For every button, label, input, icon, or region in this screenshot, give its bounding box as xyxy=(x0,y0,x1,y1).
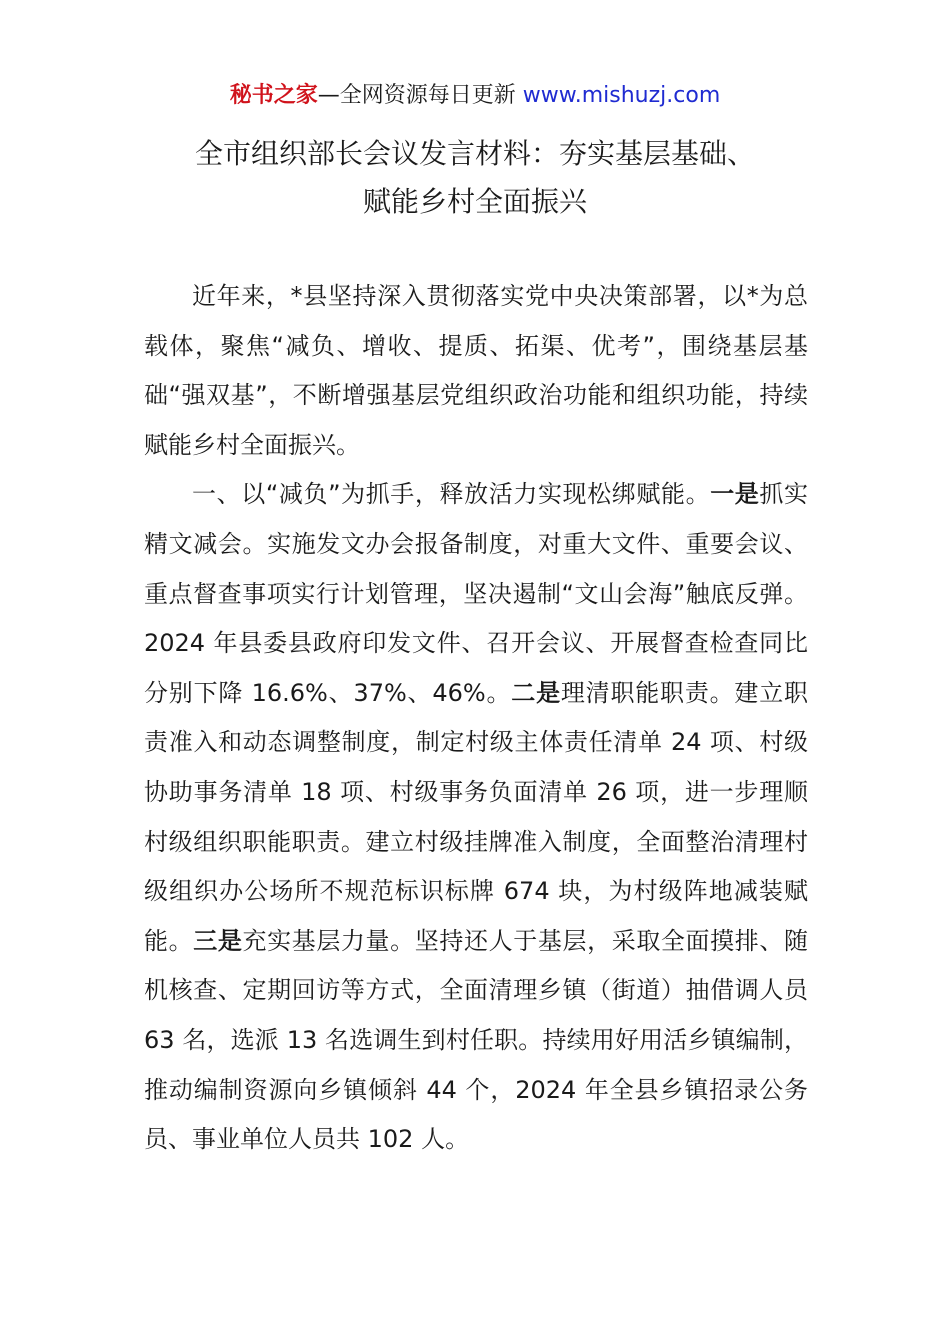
point-text-1: 抓实精文减会。实施发文办会报备制度，对重大文件、重要会议、重点督查事项实行计划管理，坚决遏制“文山会海”触底反弹。2024 年县委县政府印发文件、召开会议、开展督查检查同比分别下降 16.6%、37%、46%。 xyxy=(144,480,809,707)
point-lead-1: 一是 xyxy=(710,480,760,509)
point-lead-3: 三是 xyxy=(193,926,243,955)
header-tagline: —全网资源每日更新 xyxy=(317,83,523,108)
site-header xyxy=(0,80,950,112)
section-heading: 一、以“减负”为抓手，释放活力实现松绑赋能。 xyxy=(192,480,711,509)
document-title xyxy=(60,130,890,226)
paragraph-intro: 近年来，*县坚持深入贯彻落实党中央决策部署，以*为总载体，聚焦“减负、增收、提质、拓渠、优考”，围绕基层基础“强双基”，不断增强基层党组织政治功能和组织功能，持续赋能乡村全面振兴。 xyxy=(144,282,808,459)
point-text-3: 充实基层力量。坚持还人于基层，采取全面摸排、随机核查、定期回访等方式，全面清理乡镇（街道）抽借调人员 63 名，选派 13 名选调生到村任职。持续用好用活乡镇编制，推动编制资源向乡镇倾斜 44 个，2024 年全县乡镇招录公务员、事业单位人员共 102 人。 xyxy=(144,926,809,1154)
paragraph-section-1 xyxy=(144,470,808,1164)
point-lead-2: 二是 xyxy=(511,678,561,707)
document-body xyxy=(144,272,808,1165)
title-line-2: 赋能乡村全面振兴 xyxy=(362,185,587,218)
point-text-2: 理清职能职责。建立职责准入和动态调整制度，制定村级主体责任清单 24 项、村级协助事务清单 18 项、村级事务负面清单 26 项，进一步理顺村级组织职能职责。建立村级挂牌准入制度，全面整治清理村级组织办公场所不规范标识标牌 674 块，为村级阵地减装赋能。 xyxy=(144,678,809,955)
site-url-link[interactable]: www.mishuzj.com xyxy=(522,83,721,108)
brand-name: 秘书之家 xyxy=(229,83,318,108)
title-line-1: 全市组织部长会议发言材料：夯实基层基础、 xyxy=(194,137,755,170)
